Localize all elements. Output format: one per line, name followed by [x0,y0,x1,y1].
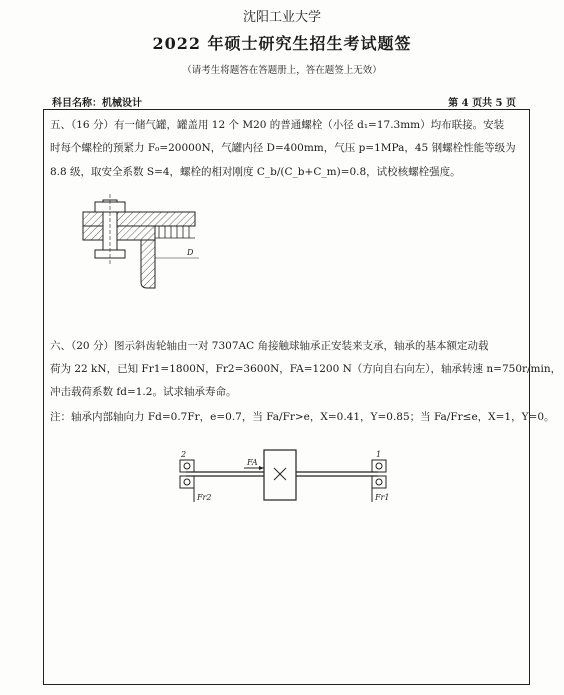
dimension-d-label: D [187,248,194,257]
pressure-arrows [155,226,195,238]
bearing-2 [180,460,194,488]
bearing-1-label: 1 [376,450,382,459]
shaft-bearing-figure [172,448,392,518]
fr2-label: Fr2 [197,493,212,502]
exam-note: （请考生将题答在答题册上，答在题签上无效） [182,65,382,76]
page-number: 第 4 页共 5 页 [448,98,516,109]
q5-line-2: 时每个螺栓的预紧力 F₀=20000N，气罐内径 D=400mm，气压 p=1MPa，45 钢螺栓性能等级为 [50,142,516,154]
axial-force-label: FA [247,458,258,467]
bearing-2-label: 2 [181,450,187,459]
bearing-1 [372,460,386,488]
university-name: 沈阳工业大学 [242,10,321,25]
q6-line-3: 冲击载荷系数 fd=1.2。试求轴承寿命。 [50,386,237,398]
q6-line-1: 六、（20 分）图示斜齿轮轴由一对 7307AC 角接触球轴承正安装来支承，轴承的基本额定动载 [50,340,489,352]
subject-name: 科目名称：机械设计 [52,98,142,109]
fr1-label: Fr1 [375,493,390,502]
q6-line-2: 荷为 22 kN，已知 Fr1=1800N，Fr2=3600N，FA=1200 N（方向自右向左），轴承转速 n=750r/min， [50,363,562,375]
q6-note: 注：轴承内部轴向力 Fd=0.7Fr，e=0.7，当 Fa/Fr>e，X=0.41，Y=0.85；当 Fa/Fr≤e，X=1，Y=0。 [50,411,555,423]
helical-gear [264,450,296,500]
q5-line-1: 五、（16 分）有一储气罐，罐盖用 12 个 M20 的普通螺栓（小径 d₁=17.3mm）均布联接。安装 [50,119,505,131]
bolt-joint-figure [75,192,205,292]
exam-title: 2022 年硕士研究生招生考试题签 [152,34,412,53]
tank-flange [83,226,155,240]
tank-wall [141,240,155,288]
cover-plate [83,212,195,226]
q5-line-3: 8.8 级，取安全系数 S=4，螺栓的相对刚度 C_b/(C_b+C_m)=0.8，试校核螺栓强度。 [50,166,461,178]
